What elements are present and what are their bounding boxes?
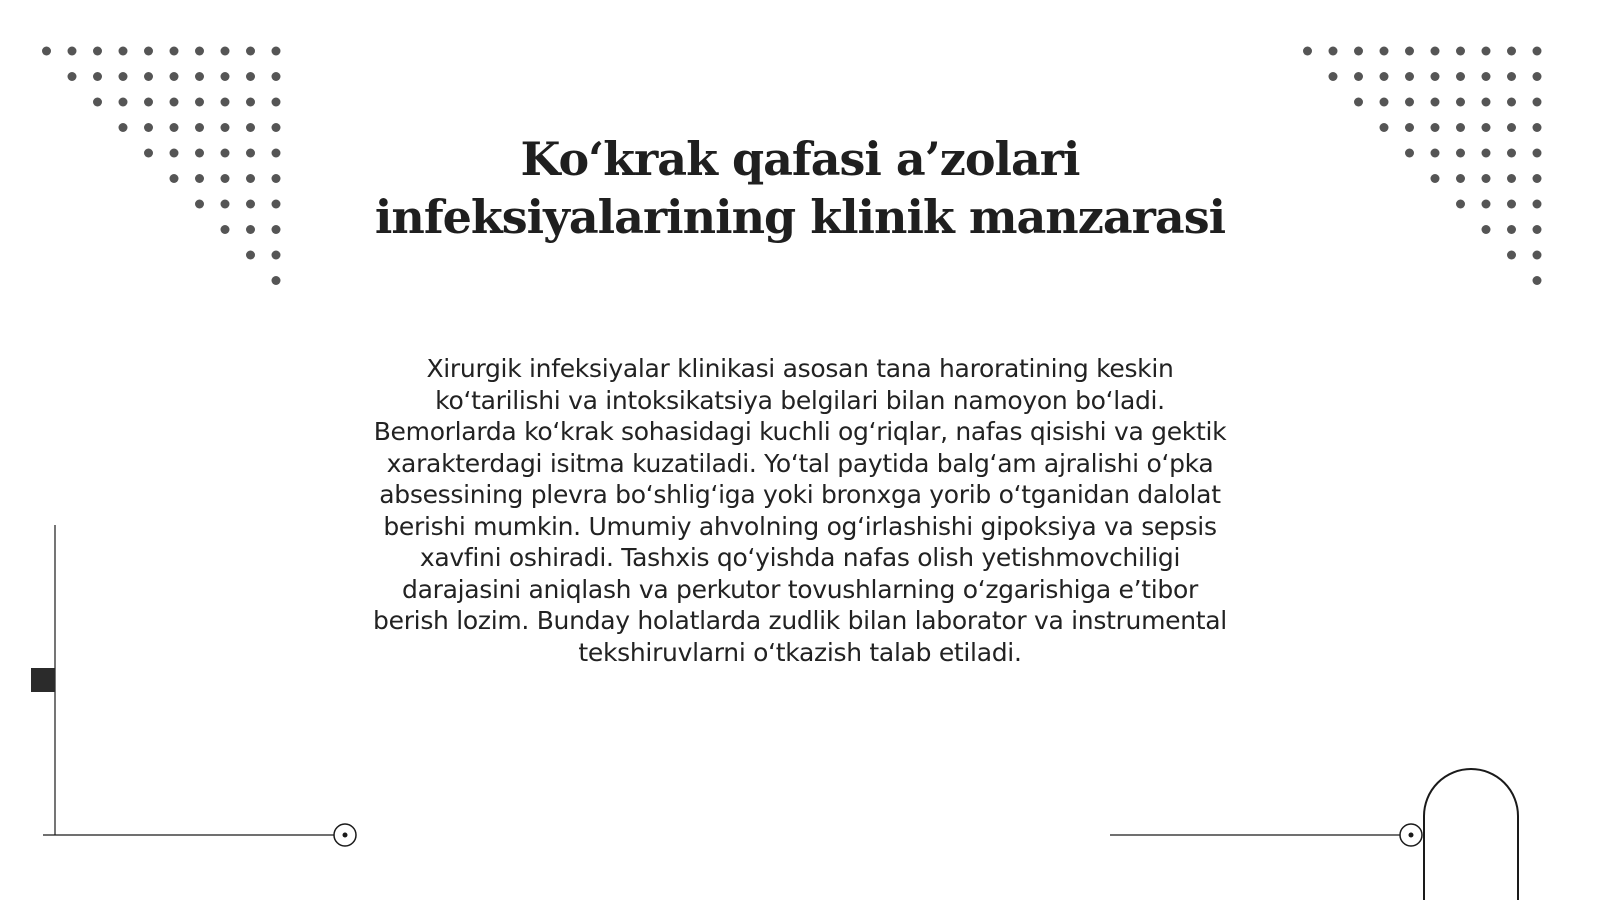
- bottom-right-node-dot: [1409, 833, 1414, 838]
- pattern-dot: [1507, 225, 1516, 234]
- pattern-dot: [119, 123, 128, 132]
- pattern-dot: [1533, 276, 1542, 285]
- pattern-dot: [1507, 251, 1516, 260]
- pattern-dot: [246, 123, 255, 132]
- pattern-dot: [272, 149, 281, 158]
- pattern-dot: [68, 72, 77, 81]
- pattern-dot: [272, 98, 281, 107]
- pattern-dot: [1431, 174, 1440, 183]
- pattern-dot: [1380, 72, 1389, 81]
- pattern-dot: [1482, 200, 1491, 209]
- pattern-dot: [221, 98, 230, 107]
- pattern-dot: [1482, 174, 1491, 183]
- pattern-dot: [221, 149, 230, 158]
- pattern-dot: [1456, 200, 1465, 209]
- pattern-dot: [1329, 72, 1338, 81]
- pattern-dot: [93, 72, 102, 81]
- pattern-dot: [42, 47, 51, 56]
- pattern-dot: [1354, 72, 1363, 81]
- pattern-dot: [119, 98, 128, 107]
- pattern-dot: [1456, 72, 1465, 81]
- pattern-dot: [1507, 98, 1516, 107]
- slide-title: [300, 130, 1300, 246]
- pattern-dot: [195, 98, 204, 107]
- pattern-dot: [144, 72, 153, 81]
- pattern-dot: [144, 123, 153, 132]
- pattern-dot: [1431, 123, 1440, 132]
- pattern-dot: [1507, 47, 1516, 56]
- pattern-dot: [272, 47, 281, 56]
- pattern-dot: [1405, 72, 1414, 81]
- pattern-dot: [119, 47, 128, 56]
- pattern-dot: [221, 123, 230, 132]
- pattern-dot: [195, 200, 204, 209]
- pattern-dot: [1380, 98, 1389, 107]
- pattern-dot: [272, 251, 281, 260]
- pattern-dot: [1533, 149, 1542, 158]
- pattern-dot: [1431, 149, 1440, 158]
- pattern-dot: [144, 98, 153, 107]
- pattern-dot: [1456, 123, 1465, 132]
- pattern-dot: [1431, 72, 1440, 81]
- pattern-dot: [1456, 149, 1465, 158]
- pattern-dot: [1507, 174, 1516, 183]
- pattern-dot: [1533, 123, 1542, 132]
- pattern-dot: [1405, 123, 1414, 132]
- pattern-dot: [1431, 47, 1440, 56]
- pattern-dot: [1405, 47, 1414, 56]
- slide-title-line-1: Ko‘krak qafasi a’zolari: [520, 132, 1080, 186]
- pattern-dot: [1533, 200, 1542, 209]
- pattern-dot: [1303, 47, 1312, 56]
- pattern-dot: [1507, 200, 1516, 209]
- pattern-dot: [119, 72, 128, 81]
- pattern-dot: [221, 47, 230, 56]
- pattern-dot: [170, 149, 179, 158]
- pattern-dot: [1380, 47, 1389, 56]
- pattern-dot: [1456, 47, 1465, 56]
- pattern-dot: [1533, 174, 1542, 183]
- pattern-dot: [144, 47, 153, 56]
- pattern-dot: [1482, 123, 1491, 132]
- pattern-dot: [195, 149, 204, 158]
- pattern-dot: [1482, 225, 1491, 234]
- pattern-dot: [246, 72, 255, 81]
- pattern-dot: [1507, 123, 1516, 132]
- pattern-dot: [1482, 47, 1491, 56]
- pattern-dot: [93, 98, 102, 107]
- pattern-dot: [221, 200, 230, 209]
- pattern-dot: [170, 174, 179, 183]
- pattern-dot: [1456, 98, 1465, 107]
- pattern-dot: [1431, 98, 1440, 107]
- pattern-dot: [195, 72, 204, 81]
- pattern-dot: [246, 47, 255, 56]
- pattern-dot: [1482, 149, 1491, 158]
- pattern-dot: [272, 200, 281, 209]
- bottom-right-arch: [1424, 769, 1518, 900]
- pattern-dot: [195, 174, 204, 183]
- pattern-dot: [246, 225, 255, 234]
- pattern-dot: [170, 47, 179, 56]
- pattern-dot: [1482, 72, 1491, 81]
- pattern-dot: [195, 123, 204, 132]
- pattern-dot: [1507, 72, 1516, 81]
- pattern-dot: [246, 251, 255, 260]
- pattern-dot: [1405, 149, 1414, 158]
- pattern-dot: [1533, 225, 1542, 234]
- pattern-dot: [170, 72, 179, 81]
- pattern-dot: [246, 174, 255, 183]
- pattern-dot: [68, 47, 77, 56]
- pattern-dot: [272, 225, 281, 234]
- slide-body-paragraph: Xirurgik infeksiyalar klinikasi asosan tana haroratining keskin ko‘tarilishi va intoksikatsiya belgilari bilan namoyon bo‘ladi. Bemorlarda ko‘krak sohasidagi kuchli og‘riqlar, nafas qisishi va gektik xarakterdagi isitma kuzatiladi. Yo‘tal paytida balg‘am ajralishi o‘pka absessining plevra bo‘shlig‘iga yoki bronxga yorib o‘tganidan dalolat berishi mumkin. Umumiy ahvolning og‘irlashishi gipoksiya va sepsis xavfini oshiradi. Tashxis qo‘yishda nafas olish yetishmovchiligi darajasini aniqlash va perkutor tovushlarning o‘zgarishiga e’tibor berish lozim. Bunday holatlarda zudlik bilan laborator va instrumental tekshiruvlarni o‘tkazish talab etiladi.: [373, 354, 1227, 667]
- dot-pattern-top-left: [42, 47, 281, 286]
- pattern-dot: [170, 123, 179, 132]
- pattern-dot: [1354, 98, 1363, 107]
- pattern-dot: [272, 276, 281, 285]
- pattern-dot: [1329, 47, 1338, 56]
- pattern-dot: [221, 174, 230, 183]
- left-square-marker: [31, 668, 55, 692]
- pattern-dot: [272, 72, 281, 81]
- pattern-dot: [272, 174, 281, 183]
- pattern-dot: [246, 149, 255, 158]
- pattern-dot: [1533, 72, 1542, 81]
- pattern-dot: [1533, 47, 1542, 56]
- pattern-dot: [170, 98, 179, 107]
- dot-pattern-top-right: [1303, 47, 1542, 286]
- pattern-dot: [1533, 251, 1542, 260]
- pattern-dot: [195, 47, 204, 56]
- pattern-dot: [246, 98, 255, 107]
- pattern-dot: [93, 47, 102, 56]
- bottom-left-node-dot: [343, 833, 348, 838]
- pattern-dot: [1482, 98, 1491, 107]
- pattern-dot: [1533, 98, 1542, 107]
- pattern-dot: [1507, 149, 1516, 158]
- pattern-dot: [221, 72, 230, 81]
- pattern-dot: [144, 149, 153, 158]
- pattern-dot: [1456, 174, 1465, 183]
- pattern-dot: [246, 200, 255, 209]
- slide-title-line-2: infeksiyalarining klinik manzarasi: [374, 190, 1226, 244]
- pattern-dot: [1354, 47, 1363, 56]
- pattern-dot: [221, 225, 230, 234]
- pattern-dot: [272, 123, 281, 132]
- pattern-dot: [1405, 98, 1414, 107]
- pattern-dot: [1380, 123, 1389, 132]
